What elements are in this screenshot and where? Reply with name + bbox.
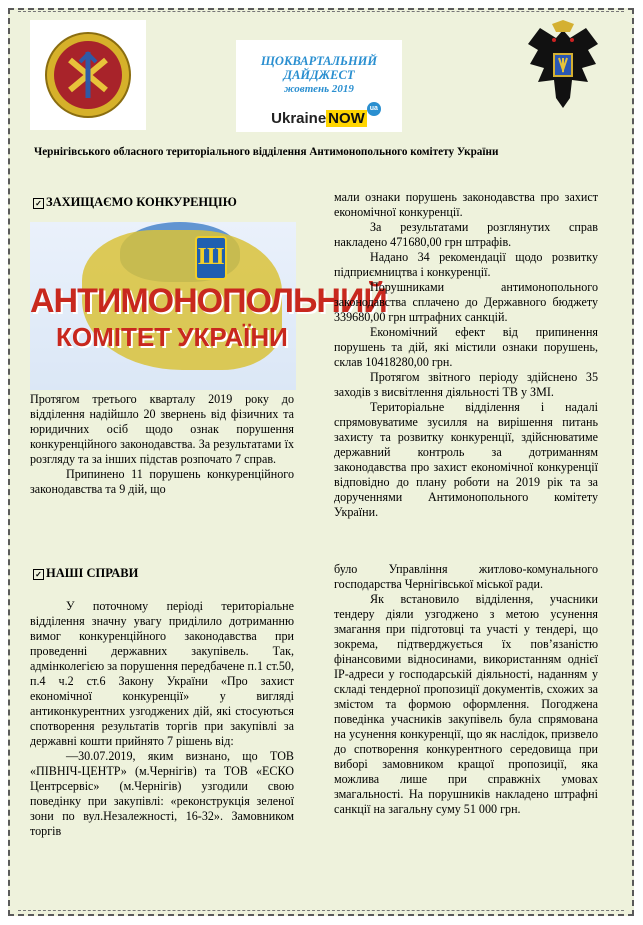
paragraph: Протягом третього кварталу 2019 року до відділення надійшло 20 звернень від фізичних та юридичних осіб щодо ознак порушення конкуренційного законодавства. За результатами їх розгляду та за інших підстав розпочато 7 справ.	[30, 392, 294, 466]
section2-left-column	[30, 599, 294, 839]
organization-title: Чернігівського обласного територіального відділення Антимонопольного комітету України	[34, 146, 499, 158]
paragraph: За результатами розглянутих справ накладено 471680,00 грн штрафів.	[334, 220, 598, 249]
brand-badge: ua	[367, 102, 381, 116]
paragraph: Порушниками антимонопольного законодавства сплачено до Державного бюджету 339680,00 грн штрафних санкцій.	[334, 280, 598, 324]
paragraph: У поточному періоді територіальне відділення значну увагу приділило дотриманню вимог конкуренційного законодавства при проведенні державних закупівель. Так, адмінколегією за порушення передбачене п.1 ст.50, п.4 ч.2 ст.6 Закону України «Про захист економічної конкуренції» у вигляді антиконкурентних узгоджених дій, які стосуються спотворення результатів торгів при закупівлі за державні кошти прийнято 7 рішень від:	[30, 599, 295, 748]
paragraph: Припинено 11 порушень конкуренційного законодавства та 9 дій, що	[30, 467, 294, 496]
paragraph: мали ознаки порушень законодавства про захист економічної конкуренції.	[334, 190, 598, 219]
trident-icon: Ш	[195, 236, 227, 280]
checkbox-icon: ✓	[33, 198, 44, 209]
paragraph: Територіальне відділення і надалі спрямовуватиме зусилля на вирішення питань захисту та розвитку конкуренції, здійснюватиме державний контроль за дотриманням законодавства про захист економічної конкуренції відповідно до плану роботи на 2019 рік та за дорученнями Антимонопольного комітету України.	[334, 400, 598, 519]
banner-text-line2: КОМІТЕТ УКРАЇНИ	[56, 322, 288, 352]
eagle-coat-of-arms-icon	[524, 20, 602, 116]
paragraph: Протягом звітного періоду здійснено 35 заходів з висвітлення діяльності ТВ у ЗМІ.	[334, 370, 598, 399]
brand-text-b: NOW	[328, 110, 365, 127]
bottom-divider	[18, 910, 624, 911]
top-divider	[18, 11, 624, 12]
ukraine-now-logo	[271, 105, 378, 127]
section1-left-column	[30, 392, 294, 497]
section-heading-text: НАШІ СПРАВИ	[46, 566, 139, 580]
paragraph: було Управління житлово-комунального господарства Чернігівської міської ради.	[334, 562, 598, 591]
paragraph: Надано 34 рекомендації щодо розвитку підприємництва і конкуренції.	[334, 250, 598, 279]
checkbox-icon: ✓	[33, 569, 44, 580]
amcu-banner-image	[30, 222, 387, 390]
brand-text-a: Ukraine	[271, 110, 327, 127]
chernihiv-coat-of-arms	[524, 20, 602, 116]
digest-title: ЩОКВАРТАЛЬНИЙ ДАЙДЖЕСТ	[260, 54, 378, 82]
banner-text-line1: АНТИМОНОПОЛЬНИЙ	[30, 282, 387, 320]
amcu-emblem-icon	[30, 20, 146, 130]
digest-date: жовтень 2019	[284, 83, 354, 95]
digest-title-box	[236, 40, 402, 132]
section-heading-competition	[33, 195, 237, 210]
section1-right-column	[334, 190, 598, 520]
paragraph: —30.07.2019, яким визнано, що ТОВ «ПІВНІЧ-ЦЕНТР» (м.Чернігів) та ТОВ «ЕСКО Центрсервіс» (м.Чернігів) узгодили свою поведінку при закупівлі: «реконструкція зеленої зони по вул.Незалежності, 16-32». Замовником торгів	[30, 749, 294, 838]
amcu-emblem-logo	[30, 20, 146, 130]
section-heading-cases	[33, 566, 138, 581]
section-heading-text: ЗАХИЩАЄМО КОНКУРЕНЦІЮ	[46, 195, 237, 209]
paragraph: Як встановило відділення, учасники тендеру діяли узгоджено з метою усунення змагання при підготовці та участі у тендері, що зокрема, підтверджується їх пов’язаністю фінансовими відносинами, використанням однієї IP-адреси у господарській діяльності, наданням у складі тендерної пропозиції документів, схожих за змістом та формою оформлення. Погоджена поведінка учасників закупівель була спрямована на усунення конкуренції, що як наслідок, призвело до спотворення конкурентного середовища при виборі замовником кращої пропозиції, яка можлива лише при справжніх умовах змагальності. На порушників накладено штрафні санкції на загальну суму 51 000 грн.	[334, 592, 598, 816]
paragraph: Економічний ефект від припинення порушень та дій, які містили ознаки порушень, склав 10418280,00 грн.	[334, 325, 598, 369]
section2-right-column	[334, 562, 598, 817]
